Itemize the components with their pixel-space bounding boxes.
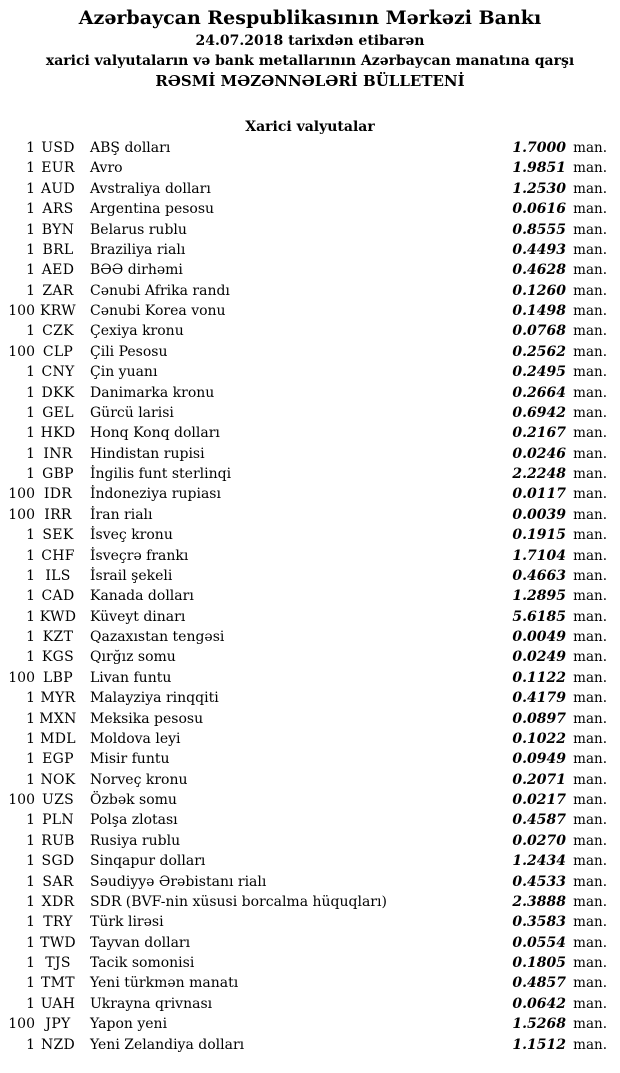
unit-label-cell: man. <box>573 629 607 645</box>
exchange-rate-cell: 0.0270 <box>512 832 566 849</box>
currency-code-cell: UZS <box>41 792 75 808</box>
currency-name-cell: Gürcü larisi <box>90 404 174 421</box>
quantity-cell: 1 <box>26 241 35 258</box>
currency-name-cell: Norveç kronu <box>90 771 188 788</box>
bulletin-title: RƏSMİ MƏZƏNNƏLƏRİ BÜLLETENİ <box>155 72 465 90</box>
currency-code-cell: MDL <box>40 730 76 747</box>
currency-name-cell: Tayvan dolları <box>90 934 191 951</box>
currency-row <box>0 260 620 280</box>
currency-row <box>0 729 620 749</box>
currency-name-cell: Meksika pesosu <box>90 710 204 727</box>
unit-label-cell: man. <box>573 567 607 584</box>
unit-label-cell: man. <box>573 506 607 523</box>
currency-table <box>0 138 620 1055</box>
quantity-cell: 1 <box>26 221 35 238</box>
currency-code-cell: AED <box>41 262 75 279</box>
exchange-rate-cell: 2.2248 <box>512 466 566 482</box>
currency-name-cell: İsrail şekeli <box>90 567 173 584</box>
currency-code-cell: SAR <box>42 873 74 890</box>
currency-name-cell: Hindistan rupisi <box>90 445 205 462</box>
currency-name-cell: İsveçrə frankı <box>90 547 189 564</box>
quantity-cell: 1 <box>26 384 35 401</box>
currency-name-cell: BƏƏ dirhəmi <box>90 262 183 279</box>
exchange-rate-cell: 0.0949 <box>512 751 566 768</box>
currency-row <box>0 872 620 892</box>
currency-code-cell: TJS <box>45 955 71 971</box>
exchange-rate-cell: 0.4628 <box>512 262 566 279</box>
currency-name-cell: Kanada dolları <box>90 588 194 605</box>
currency-code-cell: TRY <box>43 914 73 931</box>
quantity-cell: 1 <box>26 547 35 564</box>
currency-name-cell: Küveyt dinarı <box>90 608 186 625</box>
currency-code-cell: CNY <box>41 364 75 381</box>
exchange-rate-cell: 5.6185 <box>512 608 566 625</box>
currency-code-cell: KZT <box>42 629 74 645</box>
currency-code-cell: TWD <box>40 934 76 951</box>
bulletin-header <box>0 0 620 92</box>
currency-name-cell: İran rialı <box>90 506 153 523</box>
quantity-cell: 1 <box>26 975 35 992</box>
quantity-cell: 100 <box>8 343 35 360</box>
exchange-rate-cell: 0.0246 <box>512 445 566 462</box>
unit-label-cell: man. <box>573 343 607 360</box>
exchange-rate-cell: 0.4857 <box>512 975 566 992</box>
unit-label-cell: man. <box>573 425 607 442</box>
currency-row <box>0 770 620 790</box>
unit-label-cell: man. <box>573 853 607 870</box>
currency-row <box>0 688 620 708</box>
currency-code-cell: KGS <box>41 649 75 666</box>
quantity-cell: 1 <box>26 425 35 442</box>
exchange-rate-cell: 0.0049 <box>512 629 566 645</box>
unit-label-cell: man. <box>573 955 607 971</box>
exchange-rate-cell: 0.0616 <box>512 201 566 218</box>
currency-row <box>0 627 620 647</box>
currency-row <box>0 586 620 606</box>
quantity-cell: 1 <box>26 160 35 177</box>
currency-row <box>0 668 620 688</box>
currency-row <box>0 158 620 178</box>
currency-name-cell: Avstraliya dolları <box>90 180 211 197</box>
quantity-cell: 1 <box>26 282 35 299</box>
currency-row <box>0 973 620 993</box>
quantity-cell: 100 <box>8 1016 35 1033</box>
exchange-rate-cell: 0.4663 <box>512 567 566 584</box>
unit-label-cell: man. <box>573 527 607 544</box>
unit-label-cell: man. <box>573 140 607 156</box>
currency-code-cell: PLN <box>42 812 74 829</box>
currency-code-cell: XDR <box>41 893 75 910</box>
quantity-cell: 1 <box>26 364 35 381</box>
exchange-rate-cell: 0.0554 <box>512 934 566 951</box>
exchange-rate-cell: 1.7104 <box>512 547 566 564</box>
currency-row <box>0 933 620 953</box>
currency-name-cell: Qazaxıstan tengəsi <box>90 629 225 645</box>
unit-label-cell: man. <box>573 669 607 686</box>
quantity-cell: 1 <box>26 771 35 788</box>
quantity-cell: 1 <box>26 995 35 1012</box>
currency-code-cell: ZAR <box>42 282 74 299</box>
currency-name-cell: Cənubi Korea vonu <box>90 303 226 319</box>
unit-label-cell: man. <box>573 1016 607 1033</box>
unit-label-cell: man. <box>573 445 607 462</box>
currency-code-cell: CLP <box>42 343 74 360</box>
currency-row <box>0 220 620 240</box>
currency-code-cell: DKK <box>41 384 75 401</box>
exchange-rate-cell: 0.6942 <box>512 404 566 421</box>
currency-row <box>0 1035 620 1055</box>
exchange-rate-cell: 1.9851 <box>512 160 566 177</box>
currency-row <box>0 321 620 341</box>
quantity-cell: 1 <box>26 914 35 931</box>
exchange-rate-cell: 0.4493 <box>512 241 566 258</box>
currency-row <box>0 444 620 464</box>
currency-row <box>0 851 620 871</box>
quantity-cell: 100 <box>8 669 35 686</box>
quantity-cell: 1 <box>26 404 35 421</box>
currency-name-cell: İngilis funt sterlinqi <box>90 466 232 482</box>
currency-row <box>0 423 620 443</box>
unit-label-cell: man. <box>573 792 607 808</box>
currency-code-cell: RUB <box>41 832 75 849</box>
unit-label-cell: man. <box>573 588 607 605</box>
currency-code-cell: GBP <box>42 466 74 482</box>
unit-label-cell: man. <box>573 690 607 707</box>
unit-label-cell: man. <box>573 873 607 890</box>
bulletin-subtitle: xarici valyutaların və bank metallarının Azərbaycan manatına qarşı <box>45 53 575 69</box>
currency-row <box>0 362 620 382</box>
currency-name-cell: SDR (BVF-nin xüsusi borcalma hüquqları) <box>90 893 387 910</box>
exchange-rate-cell: 1.2530 <box>512 180 566 197</box>
currency-name-cell: Ukrayna qrivnası <box>90 995 213 1012</box>
unit-label-cell: man. <box>573 282 607 299</box>
unit-label-cell: man. <box>573 914 607 931</box>
currency-code-cell: CHF <box>41 547 75 564</box>
quantity-cell: 1 <box>26 567 35 584</box>
exchange-rate-cell: 0.1122 <box>512 669 566 686</box>
unit-label-cell: man. <box>573 180 607 197</box>
currency-code-cell: LBP <box>43 669 73 686</box>
currency-code-cell: ILS <box>45 567 71 584</box>
exchange-rate-cell: 0.0642 <box>512 995 566 1012</box>
effective-date-line: 24.07.2018 tarixdən etibarən <box>195 33 425 49</box>
currency-name-cell: Yapon yeni <box>90 1016 168 1033</box>
currency-name-cell: Çili Pesosu <box>90 343 168 360</box>
unit-label-cell: man. <box>573 466 607 482</box>
currency-code-cell: BYN <box>41 221 75 238</box>
unit-label-cell: man. <box>573 547 607 564</box>
exchange-rate-cell: 1.5268 <box>512 1016 566 1033</box>
currency-name-cell: Sinqapur dolları <box>90 853 206 870</box>
currency-name-cell: ABŞ dolları <box>90 140 171 156</box>
currency-name-cell: Çexiya kronu <box>90 323 184 340</box>
currency-row <box>0 1014 620 1034</box>
unit-label-cell: man. <box>573 384 607 401</box>
unit-label-cell: man. <box>573 771 607 788</box>
exchange-rate-cell: 0.2495 <box>512 364 566 381</box>
bank-name-title: Azərbaycan Respublikasının Mərkəzi Bankı <box>78 7 542 29</box>
currency-code-cell: ARS <box>42 201 74 218</box>
currency-code-cell: SEK <box>42 527 74 544</box>
unit-label-cell: man. <box>573 730 607 747</box>
currency-name-cell: Polşa zlotası <box>90 812 178 829</box>
unit-label-cell: man. <box>573 262 607 279</box>
exchange-rate-cell: 0.0768 <box>512 323 566 340</box>
exchange-rate-cell: 0.2167 <box>512 425 566 442</box>
exchange-rate-cell: 0.8555 <box>512 221 566 238</box>
exchange-rate-cell: 0.2562 <box>512 343 566 360</box>
quantity-cell: 1 <box>26 893 35 910</box>
currency-row <box>0 953 620 973</box>
currency-name-cell: Qırğız somu <box>90 649 176 666</box>
quantity-cell: 1 <box>26 710 35 727</box>
unit-label-cell: man. <box>573 303 607 319</box>
quantity-cell: 1 <box>26 445 35 462</box>
currency-code-cell: UAH <box>40 995 76 1012</box>
quantity-cell: 1 <box>26 934 35 951</box>
currency-code-cell: IDR <box>43 486 73 503</box>
currency-name-cell: Avro <box>90 160 123 177</box>
exchange-rate-cell: 0.2664 <box>512 384 566 401</box>
currency-code-cell: IRR <box>44 506 72 523</box>
currency-row <box>0 464 620 484</box>
currency-code-cell: GEL <box>42 404 74 421</box>
exchange-rate-cell: 0.3583 <box>512 914 566 931</box>
currency-row <box>0 240 620 260</box>
currency-code-cell: KRW <box>40 303 76 319</box>
currency-name-cell: İsveç kronu <box>90 527 173 544</box>
currency-row <box>0 403 620 423</box>
exchange-rate-cell: 1.2434 <box>512 853 566 870</box>
quantity-cell: 1 <box>26 730 35 747</box>
exchange-rate-cell: 0.2071 <box>512 771 566 788</box>
quantity-cell: 1 <box>26 751 35 768</box>
currency-code-cell: NZD <box>40 1036 76 1053</box>
currency-name-cell: Belarus rublu <box>90 221 187 238</box>
exchange-rate-cell: 0.1805 <box>512 955 566 971</box>
currency-name-cell: Səudiyyə Ərəbistanı rialı <box>90 873 267 890</box>
quantity-cell: 100 <box>8 486 35 503</box>
currency-name-cell: Misir funtu <box>90 751 170 768</box>
exchange-rate-cell: 0.0117 <box>512 486 566 503</box>
quantity-cell: 1 <box>26 262 35 279</box>
currency-name-cell: Yeni Zelandiya dolları <box>90 1036 245 1053</box>
unit-label-cell: man. <box>573 241 607 258</box>
quantity-cell: 100 <box>8 506 35 523</box>
unit-label-cell: man. <box>573 710 607 727</box>
currency-code-cell: NOK <box>40 771 76 788</box>
exchange-rate-cell: 1.7000 <box>512 140 566 156</box>
currency-code-cell: USD <box>41 140 75 156</box>
quantity-cell: 1 <box>26 812 35 829</box>
quantity-cell: 1 <box>26 323 35 340</box>
currency-row <box>0 790 620 810</box>
quantity-cell: 1 <box>26 690 35 707</box>
exchange-rate-cell: 0.1498 <box>512 303 566 319</box>
currency-name-cell: Livan funtu <box>90 669 172 686</box>
currency-row <box>0 199 620 219</box>
currency-code-cell: TMT <box>41 975 75 992</box>
currency-row <box>0 383 620 403</box>
currency-row <box>0 525 620 545</box>
quantity-cell: 1 <box>26 608 35 625</box>
currency-name-cell: Tacik somonisi <box>90 955 195 971</box>
quantity-cell: 1 <box>26 527 35 544</box>
unit-label-cell: man. <box>573 404 607 421</box>
currency-row <box>0 709 620 729</box>
currency-row <box>0 749 620 769</box>
unit-label-cell: man. <box>573 934 607 951</box>
currency-code-cell: BRL <box>42 241 74 258</box>
unit-label-cell: man. <box>573 995 607 1012</box>
currency-code-cell: AUD <box>40 180 76 197</box>
currency-row <box>0 281 620 301</box>
unit-label-cell: man. <box>573 812 607 829</box>
exchange-rate-cell: 0.1260 <box>512 282 566 299</box>
exchange-rate-cell: 0.1915 <box>512 527 566 544</box>
currency-row <box>0 912 620 932</box>
currency-row <box>0 994 620 1014</box>
quantity-cell: 1 <box>26 1036 35 1053</box>
currency-row <box>0 831 620 851</box>
currency-code-cell: SGD <box>41 853 75 870</box>
unit-label-cell: man. <box>573 608 607 625</box>
currency-name-cell: Danimarka kronu <box>90 384 215 401</box>
quantity-cell: 100 <box>8 303 35 319</box>
currency-name-cell: Moldova leyi <box>90 730 181 747</box>
currency-code-cell: EGP <box>42 751 74 768</box>
exchange-rate-cell: 0.4179 <box>512 690 566 707</box>
currency-name-cell: Honq Konq dolları <box>90 425 220 442</box>
quantity-cell: 1 <box>26 853 35 870</box>
currency-row <box>0 546 620 566</box>
unit-label-cell: man. <box>573 1036 607 1053</box>
quantity-cell: 1 <box>26 140 35 156</box>
currency-name-cell: Argentina pesosu <box>90 201 215 218</box>
exchange-rate-cell: 0.1022 <box>512 730 566 747</box>
exchange-rate-cell: 0.4533 <box>512 873 566 890</box>
quantity-cell: 1 <box>26 649 35 666</box>
currency-name-cell: Özbək somu <box>90 792 177 808</box>
currency-code-cell: JPY <box>45 1016 71 1033</box>
unit-label-cell: man. <box>573 221 607 238</box>
currency-row <box>0 179 620 199</box>
currency-code-cell: HKD <box>40 425 76 442</box>
currency-row <box>0 566 620 586</box>
currency-name-cell: Braziliya rialı <box>90 241 186 258</box>
quantity-cell: 1 <box>26 588 35 605</box>
unit-label-cell: man. <box>573 160 607 177</box>
unit-label-cell: man. <box>573 832 607 849</box>
currency-row <box>0 647 620 667</box>
currency-code-cell: CAD <box>41 588 75 605</box>
unit-label-cell: man. <box>573 751 607 768</box>
unit-label-cell: man. <box>573 364 607 381</box>
unit-label-cell: man. <box>573 201 607 218</box>
exchange-rate-cell: 0.4587 <box>512 812 566 829</box>
quantity-cell: 1 <box>26 180 35 197</box>
quantity-cell: 1 <box>26 466 35 482</box>
quantity-cell: 1 <box>26 873 35 890</box>
unit-label-cell: man. <box>573 649 607 666</box>
unit-label-cell: man. <box>573 323 607 340</box>
currency-row <box>0 892 620 912</box>
quantity-cell: 1 <box>26 629 35 645</box>
exchange-rate-cell: 0.0039 <box>512 506 566 523</box>
currency-name-cell: Türk lirəsi <box>90 914 164 931</box>
quantity-cell: 100 <box>8 792 35 808</box>
unit-label-cell: man. <box>573 486 607 503</box>
currency-name-cell: Cənubi Afrika randı <box>90 282 230 299</box>
currency-name-cell: Çin yuanı <box>90 364 158 381</box>
currency-code-cell: MXN <box>39 710 77 727</box>
unit-label-cell: man. <box>573 975 607 992</box>
currency-name-cell: Malayziya rinqqiti <box>90 690 219 707</box>
exchange-rate-cell: 1.1512 <box>512 1036 566 1053</box>
currency-row <box>0 505 620 525</box>
section-title-foreign-currencies: Xarici valyutalar <box>245 119 375 135</box>
exchange-rate-cell: 2.3888 <box>512 893 566 910</box>
currency-code-cell: MYR <box>40 690 76 707</box>
exchange-rate-cell: 0.0217 <box>512 792 566 808</box>
currency-code-cell: KWD <box>39 608 77 625</box>
exchange-rate-cell: 0.0897 <box>512 710 566 727</box>
currency-name-cell: İndoneziya rupiası <box>90 486 221 503</box>
currency-name-cell: Rusiya rublu <box>90 832 181 849</box>
currency-row <box>0 810 620 830</box>
quantity-cell: 1 <box>26 832 35 849</box>
quantity-cell: 1 <box>26 201 35 218</box>
currency-row <box>0 138 620 158</box>
currency-row <box>0 607 620 627</box>
currency-code-cell: INR <box>43 445 73 462</box>
exchange-rate-cell: 1.2895 <box>512 588 566 605</box>
quantity-cell: 1 <box>26 955 35 971</box>
unit-label-cell: man. <box>573 893 607 910</box>
currency-name-cell: Yeni türkmən manatı <box>90 975 239 992</box>
currency-code-cell: CZK <box>42 323 74 340</box>
currency-code-cell: EUR <box>41 160 75 177</box>
currency-row <box>0 301 620 321</box>
currency-row <box>0 484 620 504</box>
currency-row <box>0 342 620 362</box>
exchange-rate-cell: 0.0249 <box>512 649 566 666</box>
